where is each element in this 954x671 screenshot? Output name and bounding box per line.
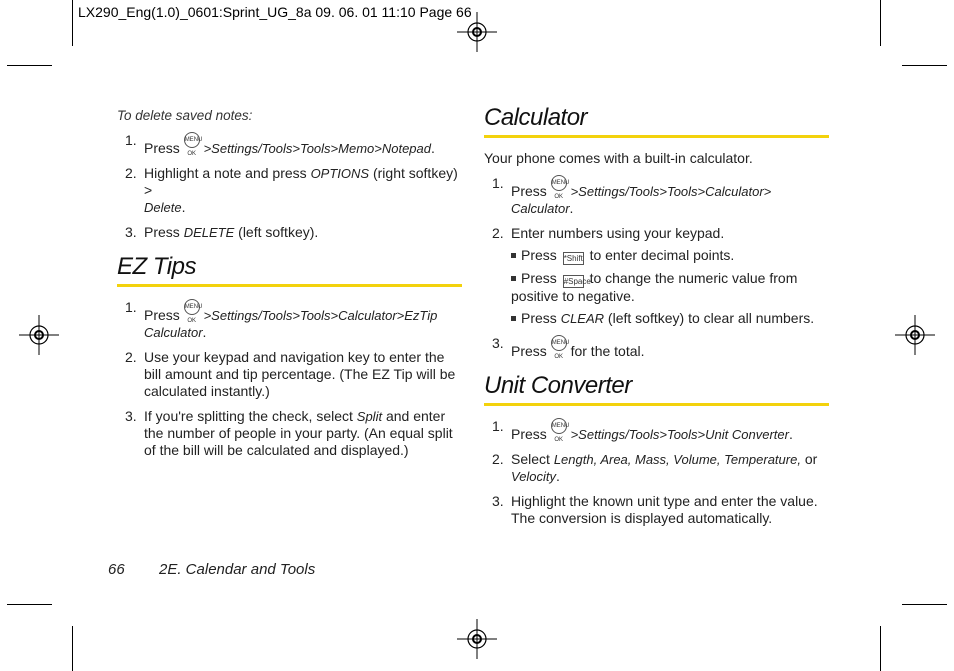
- crop-mark: [72, 626, 73, 671]
- crop-mark: [72, 0, 73, 46]
- menu-ok-key-icon: MENU OK: [551, 335, 567, 351]
- menu-ok-key-icon: MENU OK: [551, 175, 567, 191]
- crop-mark: [7, 604, 52, 605]
- bullet-item: Press *Shift to enter decimal points.: [511, 247, 829, 265]
- left-column: [117, 107, 462, 467]
- delete-steps: [117, 132, 462, 241]
- list-item: 3. If you're splitting the check, select Split and enter the number of people in your party. (An equal split of the bill will be calculated and displayed.): [125, 408, 453, 458]
- section-footer: 2E. Calendar and Tools: [159, 561, 316, 578]
- section-rule: [484, 135, 829, 138]
- list-item: 2. Enter numbers using your keypad. Press *Shift to enter decimal points. Press #Space to change the numeric value from positive to negative. Press CLEAR (left softkey) to clear all numbers.: [484, 225, 829, 327]
- list-item: 1. Press MENU OK >Settings/Tools>Tools>Memo>Notepad.: [125, 132, 435, 157]
- list-item: 3. Highlight the known unit type and enter the value. The conversion is displayed automatically.: [492, 493, 818, 526]
- list-item: 1. Press MENU OK >Settings/Tools>Tools>Calculator>EzTip Calculator.: [125, 299, 438, 340]
- space-key-icon: #Space: [563, 277, 591, 286]
- calculator-steps: [484, 175, 829, 360]
- section-title-calculator: Calculator: [484, 104, 588, 131]
- menu-ok-key-icon: MENU OK: [184, 299, 200, 315]
- section-rule: [484, 403, 829, 406]
- unit-steps: [484, 418, 829, 527]
- list-item: 1. Press MENU OK >Settings/Tools>Tools>Unit Converter.: [492, 418, 793, 443]
- section-title-unit-converter: Unit Converter: [484, 372, 632, 399]
- list-item: 2. Select Length, Area, Mass, Volume, Temperature, or Velocity.: [492, 451, 818, 484]
- calculator-bullets: [511, 247, 829, 327]
- list-item: 3. Press MENU OK for the total.: [492, 335, 645, 360]
- page-number: 66: [108, 561, 125, 578]
- bullet-item: Press #Space to change the numeric value from positive to negative.: [511, 270, 798, 304]
- calculator-intro: Your phone comes with a built-in calculator.: [484, 150, 753, 166]
- bullet-icon: [511, 253, 516, 258]
- registration-mark-icon: [895, 315, 935, 355]
- right-column: [484, 104, 829, 535]
- bullet-icon: [511, 276, 516, 281]
- crop-mark: [880, 0, 881, 46]
- section-rule: [117, 284, 462, 287]
- print-slug: LX290_Eng(1.0)_0601:Sprint_UG_8a 09. 06. 01 11:10 Page 66: [78, 4, 472, 20]
- bullet-item: Press CLEAR (left softkey) to clear all numbers.: [511, 310, 829, 327]
- crop-mark: [880, 626, 881, 671]
- section-title-ez-tips: EZ Tips: [117, 253, 196, 280]
- list-item: 3. Press DELETE (left softkey).: [125, 224, 319, 240]
- crop-mark: [902, 65, 947, 66]
- shift-key-icon: *Shift: [563, 254, 583, 263]
- list-item: 2. Use your keypad and navigation key to enter the bill amount and tip percentage. (The EZ Tip will be calculated instantly.): [125, 349, 456, 399]
- bullet-icon: [511, 316, 516, 321]
- list-item: 2. Highlight a note and press OPTIONS (right softkey) > Delete.: [125, 165, 458, 215]
- list-item: 1. Press MENU OK >Settings/Tools>Tools>Calculator> Calculator.: [492, 175, 772, 216]
- menu-ok-key-icon: MENU OK: [551, 418, 567, 434]
- ez-steps: [117, 299, 462, 459]
- intro-text: To delete saved notes:: [117, 108, 253, 123]
- crop-mark: [7, 65, 52, 66]
- registration-mark-icon: [457, 619, 497, 659]
- registration-mark-icon: [19, 315, 59, 355]
- menu-ok-key-icon: MENU OK: [184, 132, 200, 148]
- crop-mark: [902, 604, 947, 605]
